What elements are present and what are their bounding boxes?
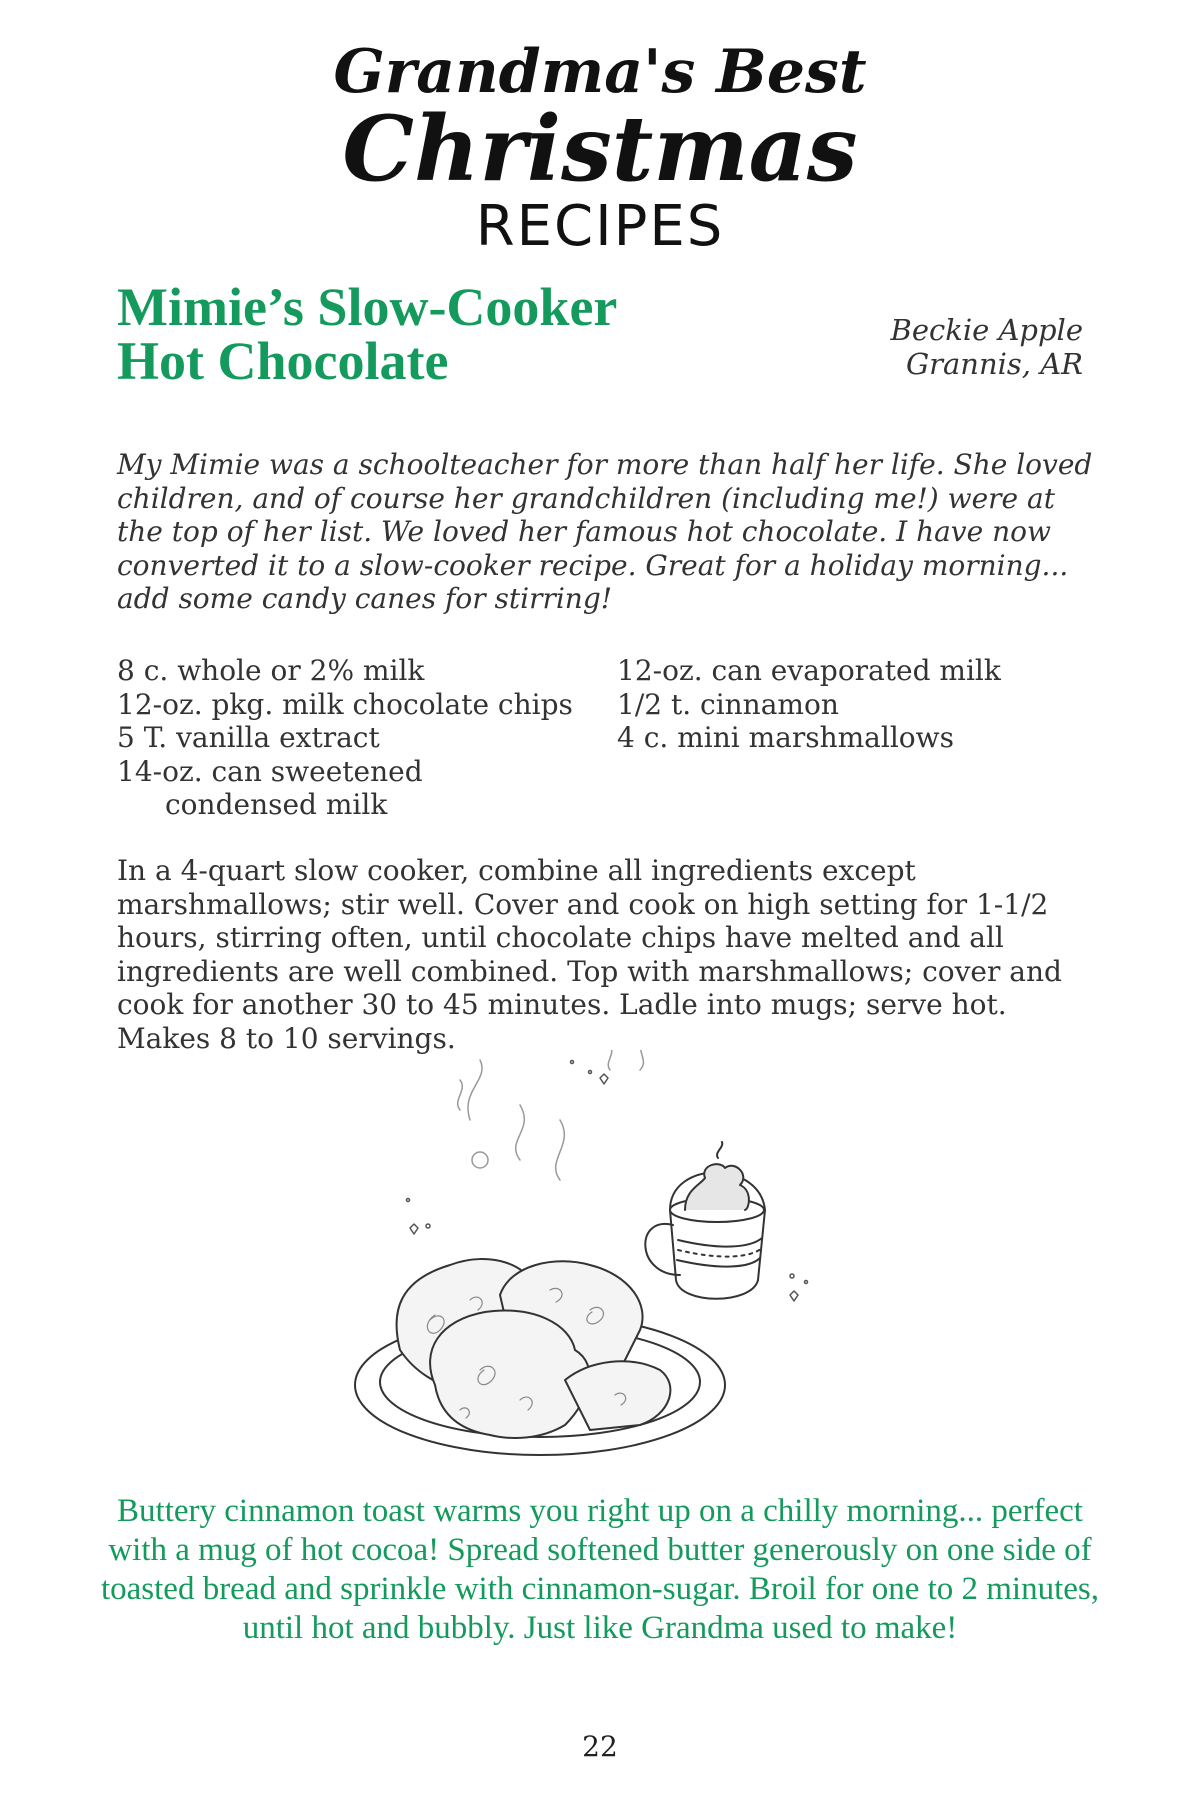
ingredient-text: 14-oz. can sweetened — [117, 754, 423, 788]
recipe-title-line2: Hot Chocolate — [117, 331, 449, 391]
ingredient-item: 5 T. vanilla extract — [117, 721, 380, 754]
recipe-author: Beckie Apple — [890, 313, 1083, 347]
ingredient-item: 8 c. whole or 2% milk — [117, 654, 425, 687]
mug-icon — [645, 1142, 765, 1299]
page-number: 22 — [582, 1730, 618, 1763]
recipe-directions: In a 4-quart slow cooker, combine all ingredients except marshmallows; stir well. Cover and cook on high setting for 1-1/2 hours, stirring often, until chocolate chips have melted and all ingredients are well combined. Top with marshmallows; cover and cook for another 30 to 45 minutes. Ladle into mugs; serve hot. Makes 8 to 10 servings. — [117, 854, 1062, 1055]
book-header-line3: RECIPES — [475, 194, 725, 259]
cooking-tip: Buttery cinnamon toast warms you right up on a chilly morning... perfect with a mug of hot cocoa! Spread softened butter generously on one side of toasted bread and sprinkle with cinnamon-sugar. Broil for one to 2 minutes, until hot and bubbly. Just like Grandma used to make! — [100, 1493, 1100, 1646]
ingredient-item: 4 c. mini marshmallows — [617, 721, 954, 754]
recipe-intro: My Mimie was a schoolteacher for more than half her life. She loved children, and of course her grandchildren (including me!) were at the top of her list. We loved her famous hot chocolate. I have now converted it to a slow-cooker recipe. Great for a holiday morning... add some candy canes for stirring! — [117, 448, 1093, 615]
ingredient-item: 1/2 t. cinnamon — [617, 687, 839, 721]
ingredient-item — [117, 755, 617, 822]
ingredients-column-left — [117, 654, 617, 822]
ingredients-column-right — [617, 654, 1117, 755]
book-header-logo — [0, 30, 1200, 260]
recipe-title-block — [117, 277, 817, 391]
recipe-location: Grannis, AR — [905, 347, 1083, 381]
book-header-line1: Grandma's Best — [333, 37, 867, 107]
recipe-title-line1: Mimie’s Slow-Cooker — [117, 277, 618, 337]
cinnamon-toast-and-cocoa-illustration — [340, 1050, 840, 1470]
steam-icon — [458, 1050, 644, 1180]
ingredient-continuation: condensed milk — [165, 788, 388, 821]
book-header-line2: Christmas — [342, 96, 858, 202]
ingredient-item: 12-oz. can evaporated milk — [617, 654, 1001, 687]
recipe-author-block — [891, 313, 1083, 381]
ingredient-item: 12-oz. pkg. milk chocolate chips — [117, 687, 573, 721]
recipe-title — [117, 277, 817, 391]
book-header — [0, 30, 1200, 260]
